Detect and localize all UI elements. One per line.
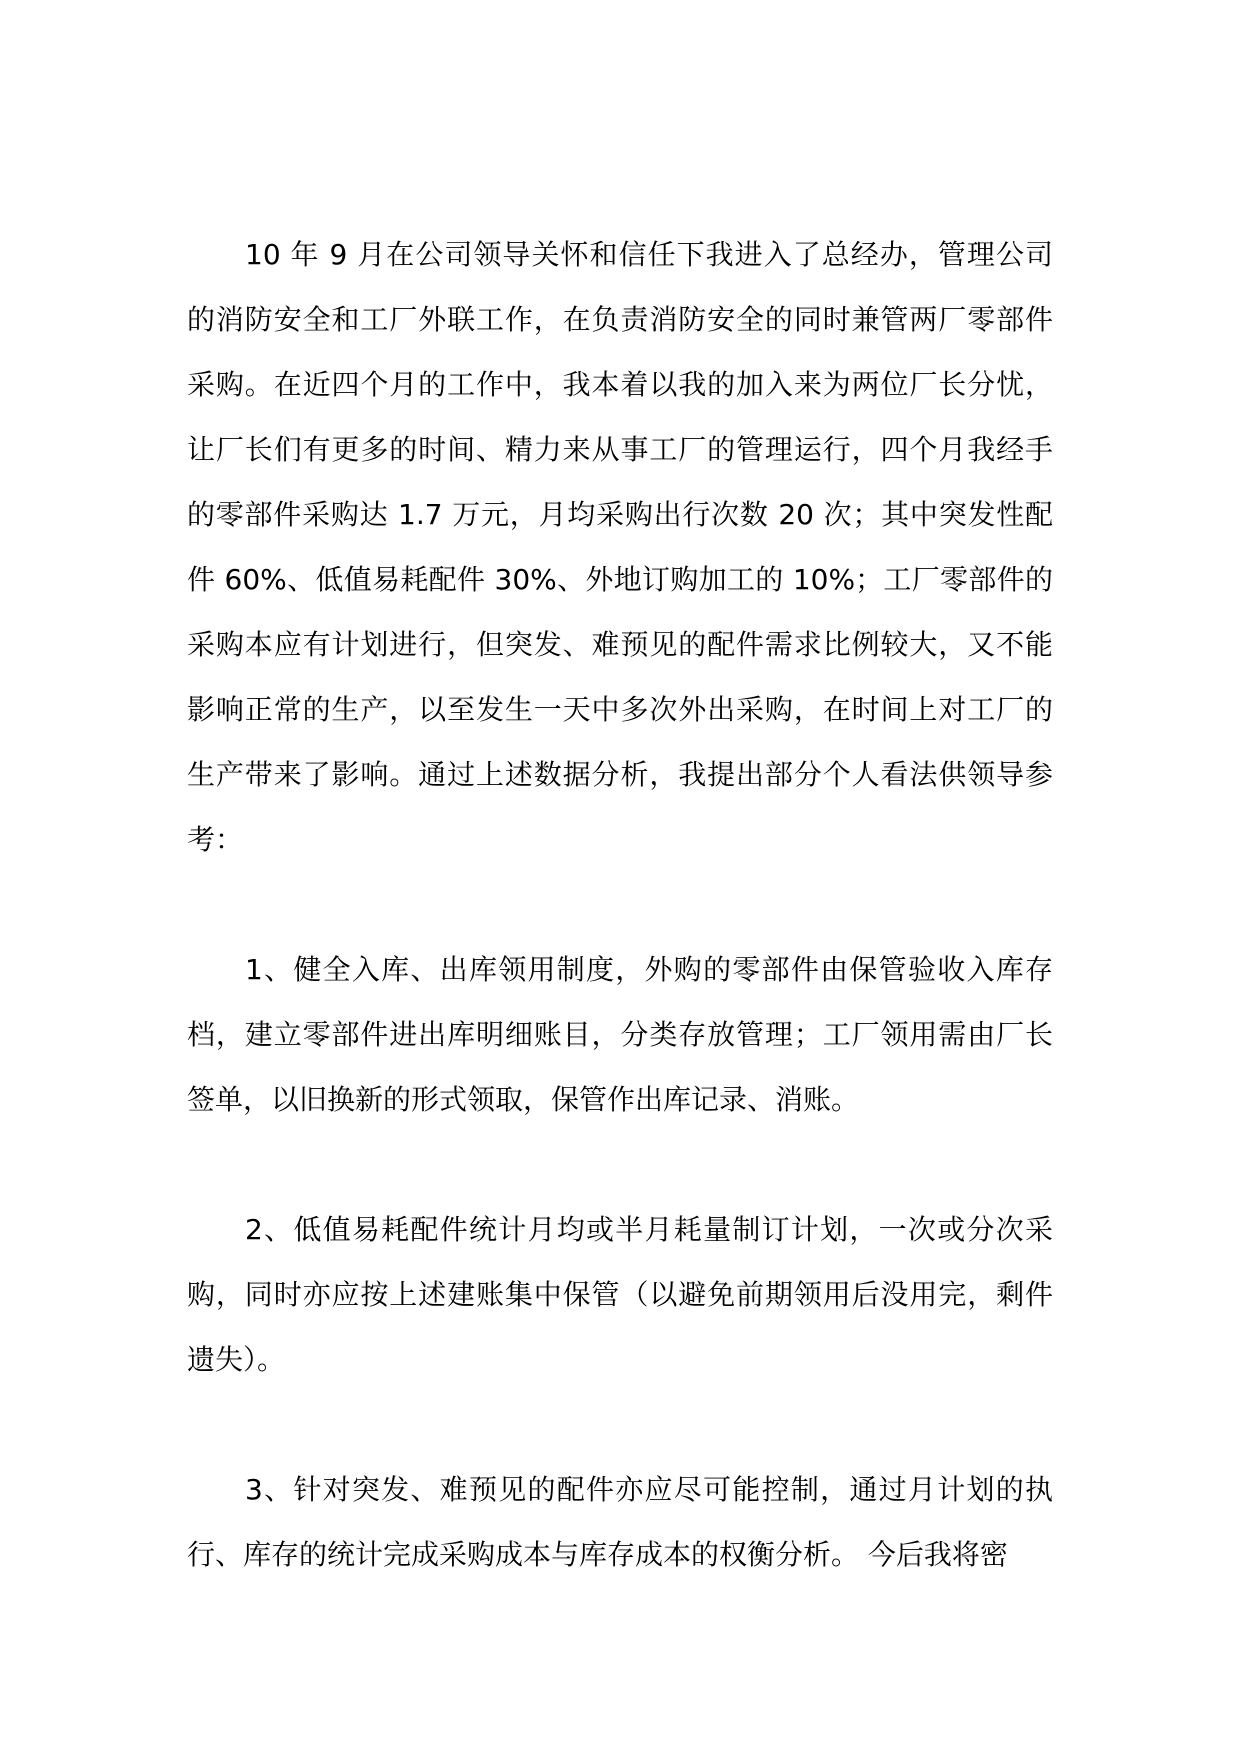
paragraph-intro: 10 年 9 月在公司领导关怀和信任下我进入了总经办，管理公司的消防安全和工厂外联工作，在负责消防安全的同时兼管两厂零部件采购。在近四个月的工作中，我本着以我的加入来为两位厂长分忧，让厂长们有更多的时间、精力来从事工厂的管理运行，四个月我经手的零部件采购达 1.7 万元，月均采购出行次数 20 次；其中突发性配件 60%、低值易耗配件 30%、外地订购加工的 10%；工厂零部件的采购本应有计划进行，但突发、难预见的配件需求比例较大，又不能影响正常的生产，以至发生一天中多次外出采购，在时间上对工厂的生产带来了影响。通过上述数据分析，我提出部分个人看法供领导参考： bbox=[187, 238, 1053, 856]
document-body bbox=[187, 222, 1053, 1587]
paragraph-item-1: 1、健全入库、出库领用制度，外购的零部件由保管验收入库存档，建立零部件进出库明细账目，分类存放管理；工厂领用需由厂长签单，以旧换新的形式领取，保管作出库记录、消账。 bbox=[187, 953, 1053, 1116]
paragraph-item-3: 3、针对突发、难预见的配件亦应尽可能控制，通过月计划的执行、库存的统计完成采购成本与库存成本的权衡分析。 今后我将密 bbox=[187, 1473, 1053, 1571]
paragraph-item-2: 2、低值易耗配件统计月均或半月耗量制订计划，一次或分次采购，同时亦应按上述建账集中保管（以避免前期领用后没用完，剩件遗失）。 bbox=[187, 1213, 1053, 1376]
